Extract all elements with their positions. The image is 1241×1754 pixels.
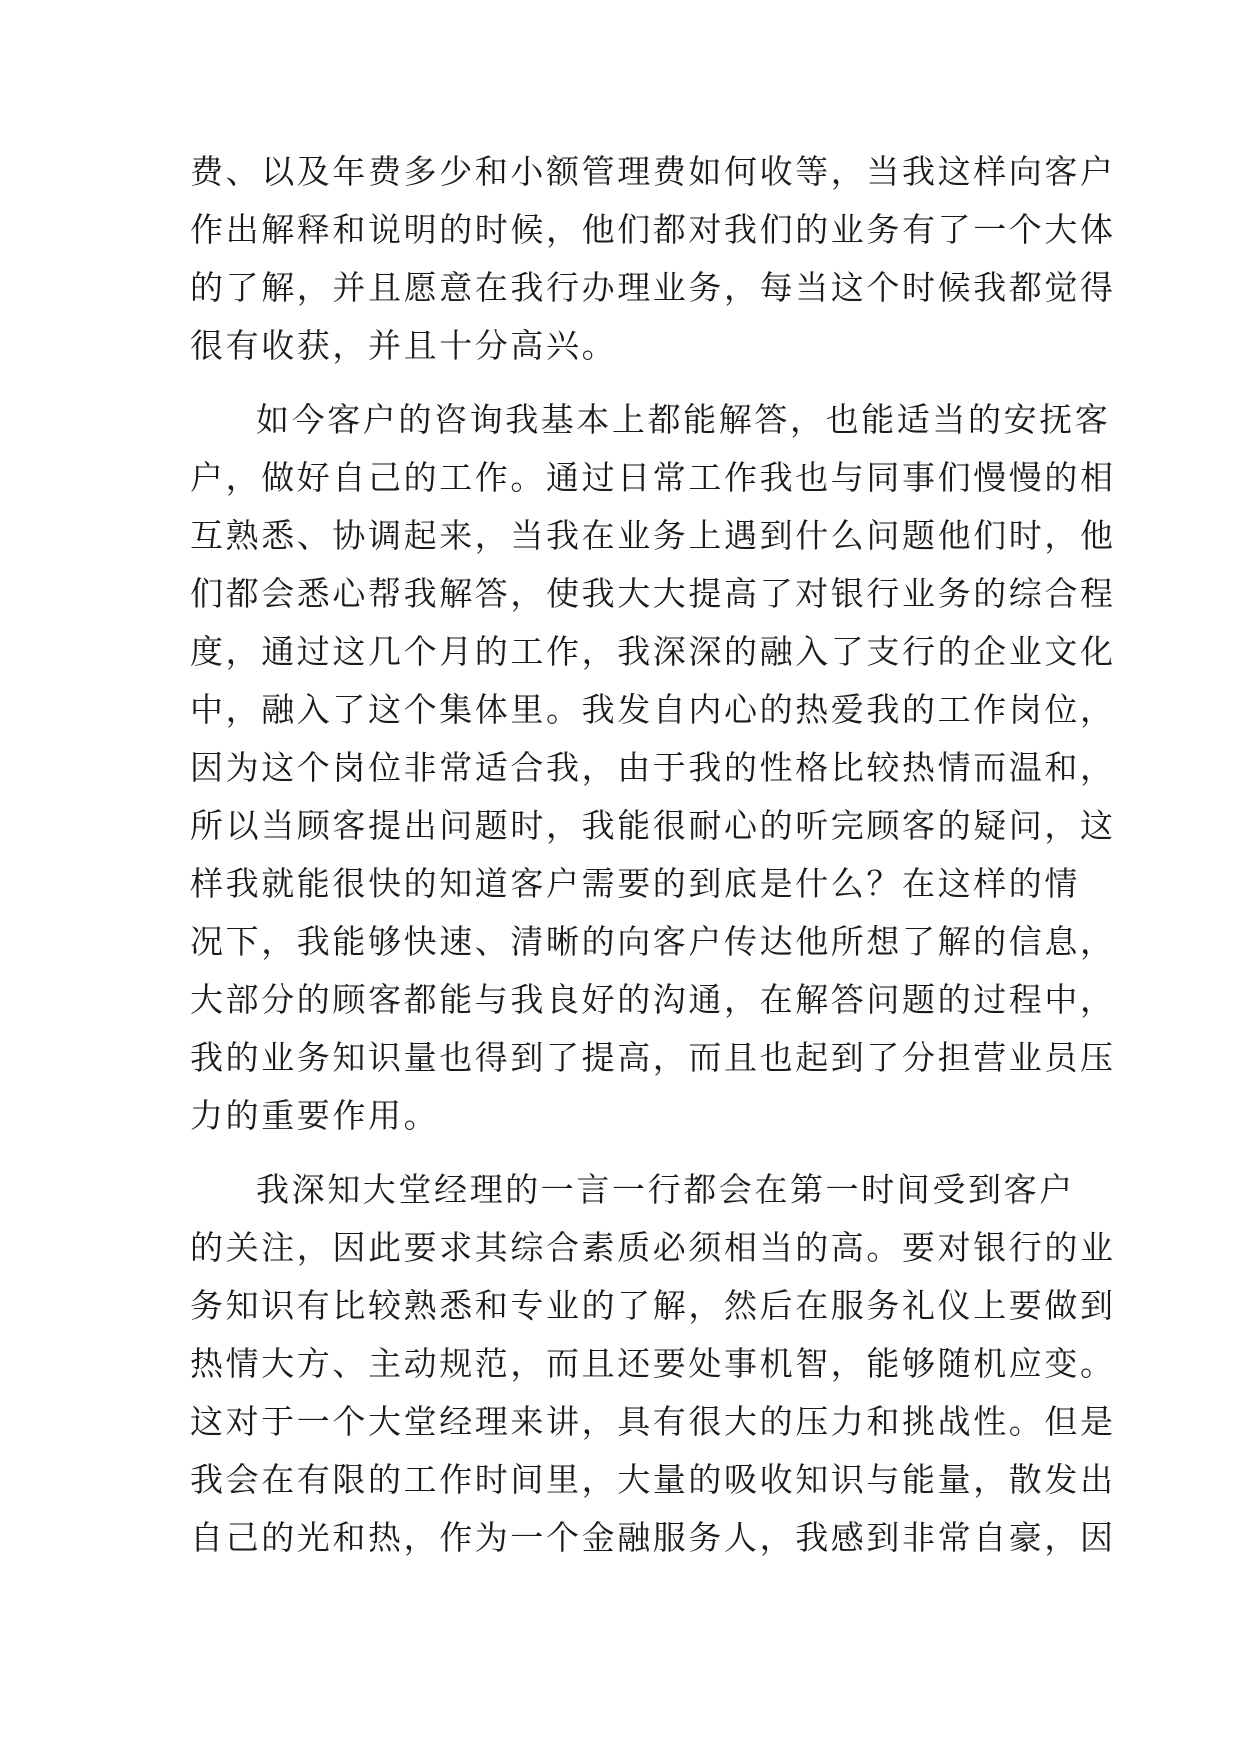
text-line: 中，融入了这个集体里。我发自内心的热爱我的工作岗位， xyxy=(190,690,1116,729)
text-line: 因为这个岗位非常适合我，由于我的性格比较热情而温和， xyxy=(190,748,1116,787)
text-line: 自己的光和热，作为一个金融服务人，我感到非常自豪，因 xyxy=(190,1518,1116,1557)
text-line: 热情大方、主动规范，而且还要处事机智，能够随机应变。 xyxy=(190,1344,1116,1383)
text-line: 度，通过这几个月的工作，我深深的融入了支行的企业文化 xyxy=(190,632,1116,671)
text-line: 大部分的顾客都能与我良好的沟通，在解答问题的过程中， xyxy=(190,980,1116,1019)
text-line: 很有收获，并且十分高兴。 xyxy=(190,326,618,365)
text-line: 这对于一个大堂经理来讲，具有很大的压力和挑战性。但是 xyxy=(190,1402,1116,1441)
text-line: 作出解释和说明的时候，他们都对我们的业务有了一个大体 xyxy=(190,210,1116,249)
text-line: 况下，我能够快速、清晰的向客户传达他所想了解的信息， xyxy=(190,922,1116,961)
text-line: 务知识有比较熟悉和专业的了解，然后在服务礼仪上要做到 xyxy=(190,1286,1116,1325)
text-line: 费、以及年费多少和小额管理费如何收等，当我这样向客户 xyxy=(190,152,1116,191)
text-line: 的了解，并且愿意在我行办理业务，每当这个时候我都觉得 xyxy=(190,268,1116,307)
paragraph-first-line: 如今客户的咨询我基本上都能解答，也能适当的安抚客 xyxy=(256,400,1111,439)
text-line: 样我就能很快的知道客户需要的到底是什么？在这样的情 xyxy=(190,864,1080,903)
text-line: 我的业务知识量也得到了提高，而且也起到了分担营业员压 xyxy=(190,1038,1116,1077)
text-line: 所以当顾客提出问题时，我能很耐心的听完顾客的疑问，这 xyxy=(190,806,1116,845)
paragraph-first-line: 我深知大堂经理的一言一行都会在第一时间受到客户 xyxy=(256,1170,1075,1209)
text-line: 力的重要作用。 xyxy=(190,1096,440,1135)
text-line: 互熟悉、协调起来，当我在业务上遇到什么问题他们时，他 xyxy=(190,516,1116,555)
text-line: 们都会悉心帮我解答，使我大大提高了对银行业务的综合程 xyxy=(190,574,1116,613)
text-line: 的关注，因此要求其综合素质必须相当的高。要对银行的业 xyxy=(190,1228,1116,1267)
text-line: 户，做好自己的工作。通过日常工作我也与同事们慢慢的相 xyxy=(190,458,1116,497)
text-line: 我会在有限的工作时间里，大量的吸收知识与能量，散发出 xyxy=(190,1460,1116,1499)
